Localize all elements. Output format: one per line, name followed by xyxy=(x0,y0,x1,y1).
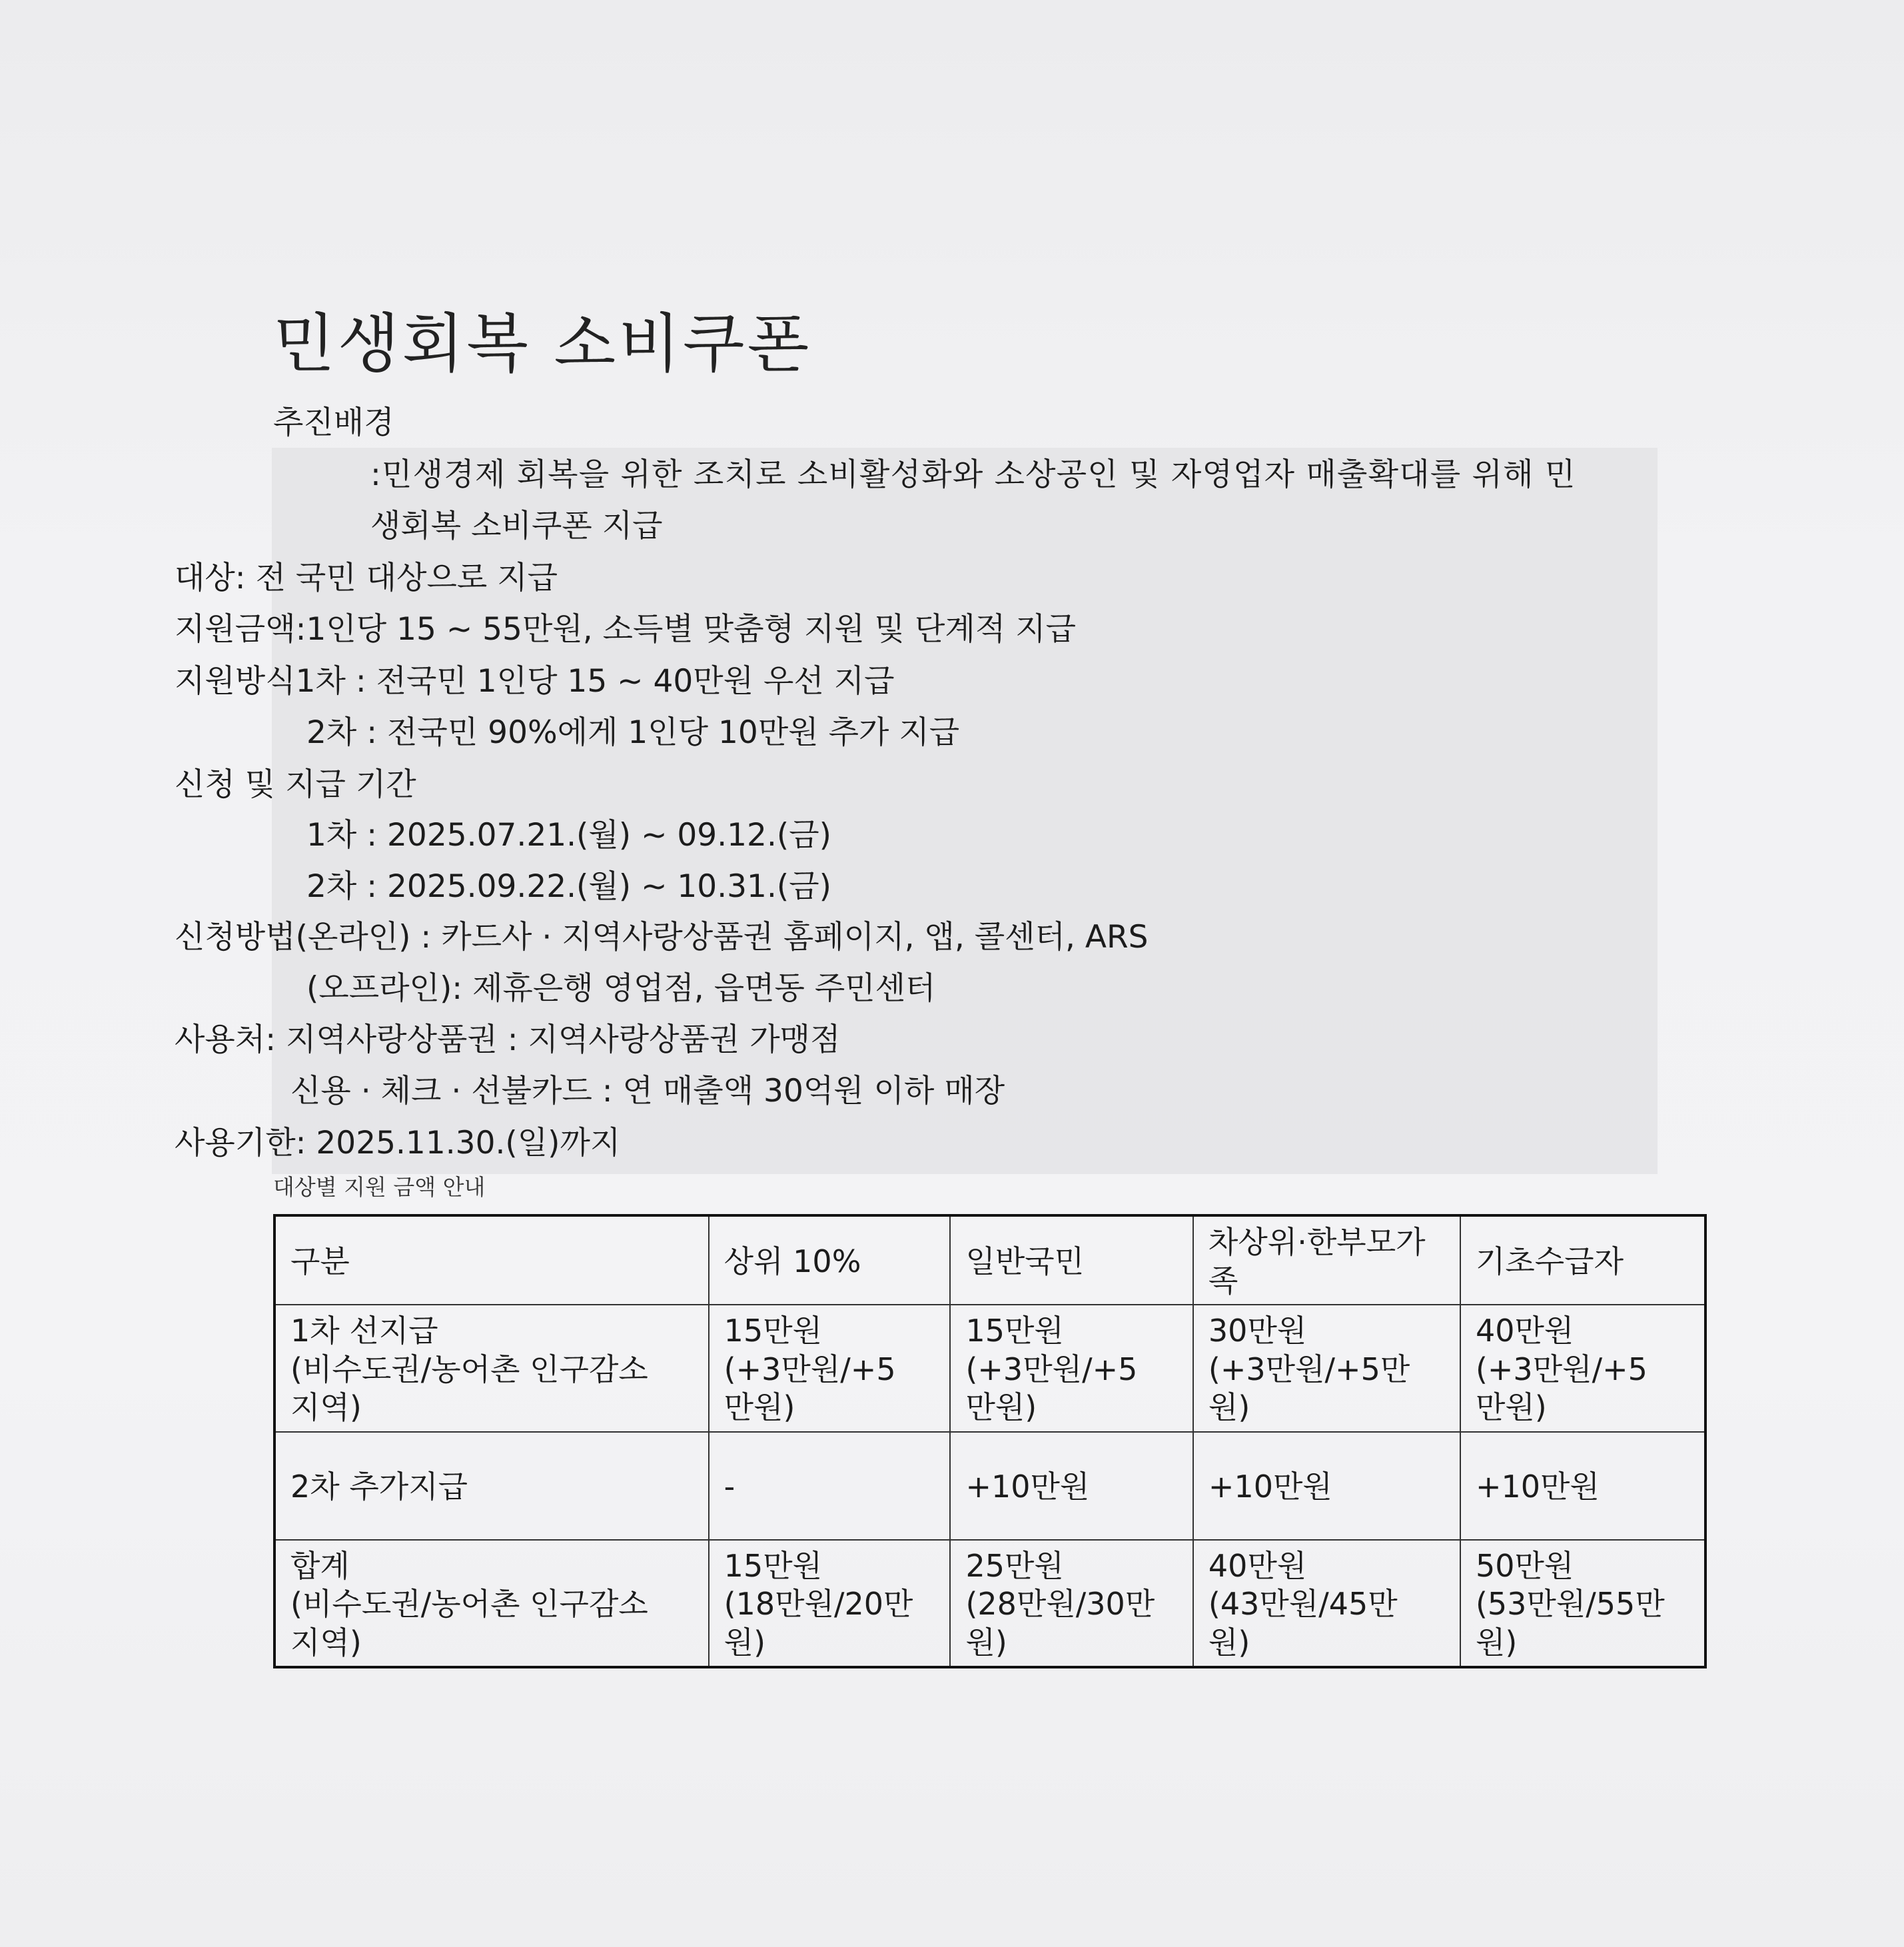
table-caption: 대상별 지원 금액 안내 xyxy=(273,1174,486,1200)
usage-deadline: 사용기한: 2025.11.30.(일)까지 xyxy=(175,1125,621,1161)
usage-place-cards: 신용 · 체크 · 선불카드 : 연 매출액 30억원 이하 매장 xyxy=(290,1073,1005,1109)
cell-line: 원) xyxy=(723,1624,766,1660)
table-cell xyxy=(1460,1540,1705,1668)
table-cell xyxy=(950,1540,1192,1668)
application-period-heading: 신청 및 지급 기간 xyxy=(175,766,416,803)
usage-place-gift-certificate: 사용처: 지역사랑상품권 : 지역사랑상품권 가맹점 xyxy=(175,1021,841,1058)
cell-line: 원) xyxy=(1208,1389,1250,1425)
cell-line: (+3만원/+5 xyxy=(1475,1351,1648,1387)
header-basic-recipient: 기초수급자 xyxy=(1460,1215,1705,1305)
cell-line: 40만원 xyxy=(1208,1547,1307,1584)
cell-line: (+3만원/+5만 xyxy=(1208,1351,1410,1387)
header-near-poor-single-parent: 차상위·한부모가족 xyxy=(1193,1215,1460,1305)
row-label-line: (비수도권/농어촌 인구감소 xyxy=(290,1586,648,1622)
cell-line: 25만원 xyxy=(965,1547,1064,1584)
document-title: 민생회복 소비쿠폰 xyxy=(273,307,812,381)
cell-line: (43만원/45만 xyxy=(1208,1586,1398,1622)
table-cell xyxy=(950,1305,1192,1432)
cell-line: 30만원 xyxy=(1208,1313,1307,1349)
table-header-row xyxy=(274,1215,1705,1305)
cell-line: 원) xyxy=(965,1624,1007,1660)
row-label-line: 2차 추가지급 xyxy=(290,1468,468,1505)
cell-line: (+3만원/+5 xyxy=(723,1351,896,1387)
support-amount-line: 지원금액:1인당 15 ~ 55만원, 소득별 맞춤형 지원 및 단계적 지급 xyxy=(175,611,1076,648)
cell-line: 40만원 xyxy=(1475,1313,1574,1349)
table-cell xyxy=(709,1540,951,1668)
row-label-line: 1차 선지급 xyxy=(290,1313,438,1349)
table-row-total xyxy=(274,1540,1705,1668)
cell-line: 만원) xyxy=(1475,1389,1547,1425)
table-cell xyxy=(1193,1540,1460,1668)
application-method-online: 신청방법(온라인) : 카드사 · 지역사랑상품권 홈페이지, 앱, 콜센터, ARS xyxy=(175,919,1149,956)
table-cell xyxy=(1193,1432,1460,1540)
cell-line: 만원) xyxy=(965,1389,1037,1425)
cell-line: 원) xyxy=(1208,1624,1250,1660)
cell-line: 50만원 xyxy=(1475,1547,1574,1584)
row-label-total xyxy=(274,1540,709,1668)
cell-line: +10만원 xyxy=(965,1468,1090,1505)
background-text-line-1: :민생경제 회복을 위한 조치로 소비활성화와 소상공인 및 자영업자 매출확대를 위해 민 xyxy=(370,456,1576,493)
cell-line: 만원) xyxy=(723,1389,795,1425)
cell-line: - xyxy=(723,1468,735,1505)
row-label-first-payment xyxy=(274,1305,709,1432)
cell-line: (+3만원/+5 xyxy=(965,1351,1138,1387)
table-row-second-payment xyxy=(274,1432,1705,1540)
background-text-line-2: 생회복 소비쿠폰 지급 xyxy=(370,508,663,544)
table-cell xyxy=(1460,1305,1705,1432)
header-general-public: 일반국민 xyxy=(950,1215,1192,1305)
row-label-line: 지역) xyxy=(290,1389,362,1425)
cell-line: 원) xyxy=(1475,1624,1518,1660)
target-line: 대상: 전 국민 대상으로 지급 xyxy=(175,560,558,596)
header-category: 구분 xyxy=(274,1215,709,1305)
application-period-second: 2차 : 2025.09.22.(월) ~ 10.31.(금) xyxy=(306,868,831,905)
table-cell xyxy=(709,1432,951,1540)
header-top-10-percent: 상위 10% xyxy=(709,1215,951,1305)
cell-line: (28만원/30만 xyxy=(965,1586,1155,1622)
cell-line: 15만원 xyxy=(965,1313,1064,1349)
table-cell xyxy=(709,1305,951,1432)
table-cell xyxy=(950,1432,1192,1540)
table-cell xyxy=(1193,1305,1460,1432)
cell-line: (53만원/55만 xyxy=(1475,1586,1665,1622)
support-method-second-line: 2차 : 전국민 90%에게 1인당 10만원 추가 지급 xyxy=(306,714,960,751)
table-row-first-payment xyxy=(274,1305,1705,1432)
cell-line: +10만원 xyxy=(1475,1468,1600,1505)
support-method-first-line: 지원방식1차 : 전국민 1인당 15 ~ 40만원 우선 지급 xyxy=(175,663,895,700)
cell-line: +10만원 xyxy=(1208,1468,1332,1505)
row-label-line: (비수도권/농어촌 인구감소 xyxy=(290,1351,648,1387)
application-method-offline: (오프라인): 제휴은행 영업점, 읍면동 주민센터 xyxy=(306,970,936,1007)
cell-line: 15만원 xyxy=(723,1313,823,1349)
section-background-heading: 추진배경 xyxy=(273,404,394,441)
row-label-second-payment xyxy=(274,1432,709,1540)
cell-line: 15만원 xyxy=(723,1547,823,1584)
support-amount-table xyxy=(273,1214,1707,1668)
cell-line: (18만원/20만 xyxy=(723,1586,913,1622)
row-label-line: 합계 xyxy=(290,1547,350,1584)
table-cell xyxy=(1460,1432,1705,1540)
row-label-line: 지역) xyxy=(290,1624,362,1660)
application-period-first: 1차 : 2025.07.21.(월) ~ 09.12.(금) xyxy=(306,817,831,854)
